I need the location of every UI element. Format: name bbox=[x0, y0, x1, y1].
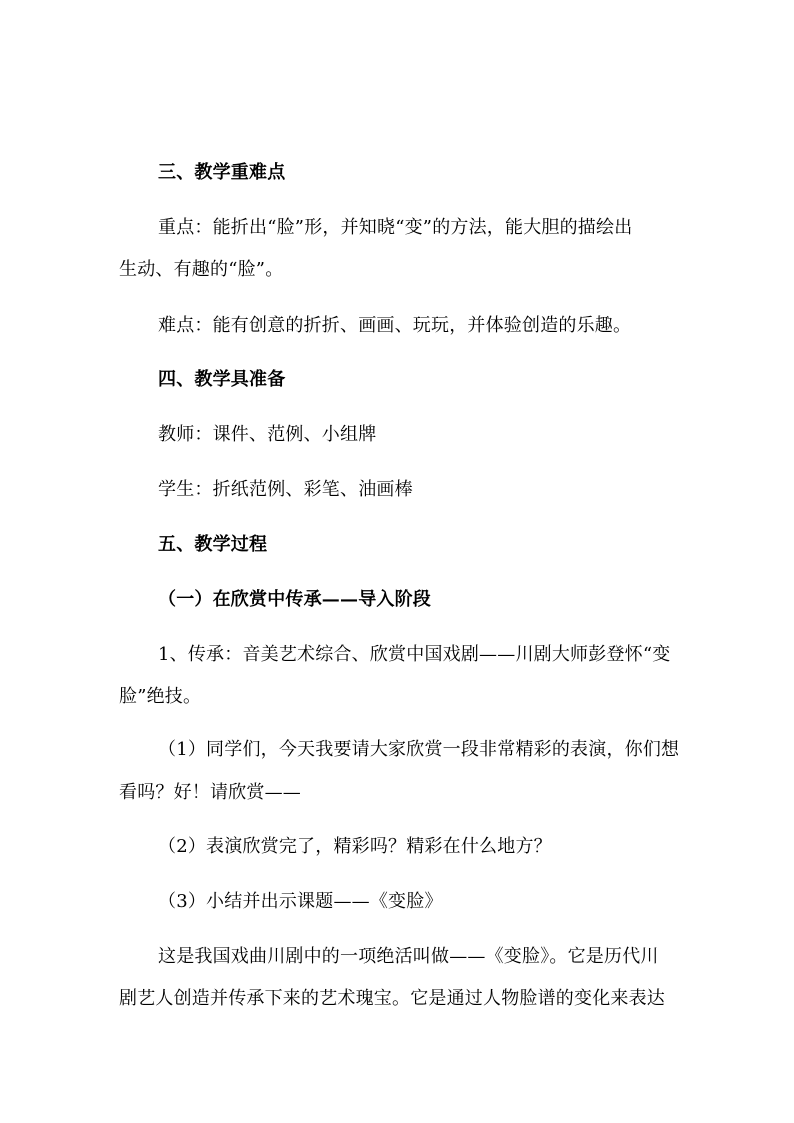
section-heading-teaching-process: 五、教学过程 bbox=[158, 534, 268, 555]
sub-item-1-text: （1）同学们，今天我要请大家欣赏一段非常精彩的表演，你们想 bbox=[158, 739, 680, 760]
teacher-prep-text: 教师：课件、范例、小组牌 bbox=[158, 424, 377, 445]
subsection-heading-intro: （一）在欣赏中传承——导入阶段 bbox=[158, 589, 431, 610]
difficulty-text: 难点：能有创意的折折、画画、玩玩，并体验创造的乐趣。 bbox=[158, 315, 632, 336]
student-prep-text: 学生：折纸范例、彩笔、油画棒 bbox=[158, 479, 413, 500]
section-heading-key-difficult-points: 三、教学重难点 bbox=[158, 162, 286, 183]
sub-item-3-text: （3）小结并出示课题——《变脸》 bbox=[158, 891, 443, 912]
item-1-text-continued: 脸”绝技。 bbox=[119, 686, 202, 707]
key-point-text: 重点：能折出“脸”形，并知晓“变”的方法，能大胆的描绘出 bbox=[158, 217, 633, 238]
item-1-text: 1、传承：音美艺术综合、欣赏中国戏剧——川剧大师彭登怀“变 bbox=[158, 644, 671, 665]
sub-item-2-text: （2）表演欣赏完了，精彩吗？精彩在什么地方？ bbox=[158, 836, 552, 857]
paragraph-text: 这是我国戏曲川剧中的一项绝活叫做——《变脸》。它是历代川 bbox=[158, 946, 659, 967]
paragraph-text-continued: 剧艺人创造并传承下来的艺术瑰宝。它是通过人物脸谱的变化来表达 bbox=[119, 988, 665, 1009]
section-heading-teaching-aids: 四、教学具准备 bbox=[158, 369, 286, 390]
sub-item-1-text-continued: 看吗？好！请欣赏—— bbox=[119, 782, 301, 803]
key-point-text-continued: 生动、有趣的“脸”。 bbox=[119, 259, 284, 280]
